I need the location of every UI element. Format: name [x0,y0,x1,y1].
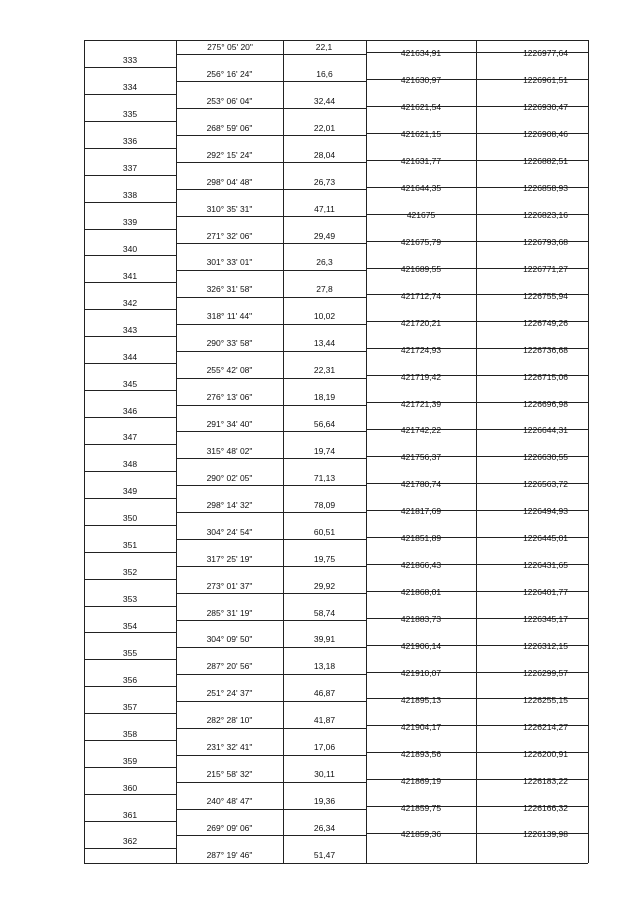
row-divider [176,431,366,432]
y-coordinate: 1226736,68 [523,345,568,355]
direction-angle: 256° 16' 24" [206,69,253,79]
row-divider [84,659,176,660]
table-bottom-border [84,863,588,864]
y-coordinate: 1226930,47 [523,102,568,112]
direction-angle: 290° 33' 58" [206,338,253,348]
row-divider [176,108,366,109]
row-divider [84,498,176,499]
y-coordinate: 1226312,15 [523,641,568,651]
row-divider [176,835,366,836]
direction-angle: 268° 59' 06" [206,123,253,133]
point-number: 336 [122,136,138,146]
row-divider [84,336,176,337]
y-coordinate: 1226200,91 [523,749,568,759]
segment-length: 18,19 [313,392,336,402]
row-divider [84,175,176,176]
row-divider [176,647,366,648]
segment-length: 46,87 [313,688,336,698]
point-number: 359 [122,756,138,766]
x-coordinate: 421675,79 [400,237,442,247]
point-number: 349 [122,486,138,496]
row-divider [84,525,176,526]
direction-angle: 310° 35' 31" [206,204,253,214]
row-divider [176,809,366,810]
row-divider [84,686,176,687]
point-number: 342 [122,298,138,308]
y-coordinate: 1226696,98 [523,399,568,409]
row-divider [176,620,366,621]
row-divider [84,309,176,310]
direction-angle: 251° 24' 37" [206,688,253,698]
y-coordinate: 1226431,65 [523,560,568,570]
row-divider [84,121,176,122]
row-divider [176,297,366,298]
direction-angle: 231° 32' 41" [206,742,253,752]
point-number: 339 [122,217,138,227]
segment-length: 41,87 [313,715,336,725]
y-coordinate: 1226771,27 [523,264,568,274]
direction-angle: 315° 48' 02" [206,446,253,456]
y-coordinate: 1226644,31 [523,425,568,435]
segment-length: 29,92 [313,581,336,591]
direction-angle: 291° 34' 40" [206,419,253,429]
direction-angle: 298° 04' 48" [206,177,253,187]
segment-length: 26,34 [313,823,336,833]
point-number: 350 [122,513,138,523]
x-coordinate: 421868,01 [400,587,442,597]
x-coordinate: 421859,75 [400,803,442,813]
point-number: 343 [122,325,138,335]
direction-angle: 255° 42' 08" [206,365,253,375]
row-divider [84,255,176,256]
direction-angle: 290° 02' 05" [206,473,253,483]
x-coordinate: 421883,73 [400,614,442,624]
segment-length: 28,04 [313,150,336,160]
y-coordinate: 1226299,57 [523,668,568,678]
row-divider [176,216,366,217]
point-number: 353 [122,594,138,604]
row-divider [84,282,176,283]
x-coordinate: 421621,54 [400,102,442,112]
y-coordinate: 1226823,16 [523,210,568,220]
row-divider [176,485,366,486]
row-divider [176,593,366,594]
row-divider [84,94,176,95]
row-divider [176,189,366,190]
direction-angle: 285° 31' 19" [206,608,253,618]
row-divider [176,162,366,163]
row-divider [176,755,366,756]
point-number: 362 [122,836,138,846]
x-coordinate: 421720,21 [400,318,442,328]
segment-length: 47,11 [314,204,335,214]
row-divider [84,740,176,741]
x-coordinate: 421631,77 [400,156,442,166]
row-divider [176,458,366,459]
row-divider [84,552,176,553]
row-divider [176,782,366,783]
x-coordinate: 421756,37 [400,452,442,462]
x-coordinate: 421644,35 [400,183,442,193]
x-coordinate: 421851,89 [400,533,442,543]
segment-length: 17,06 [313,742,336,752]
direction-angle: 240° 48' 47" [206,796,253,806]
x-coordinate: 421742,22 [400,425,442,435]
x-coordinate: 421869,19 [400,776,442,786]
direction-angle: 282° 28' 10" [206,715,253,725]
x-coordinate: 421724,93 [400,345,442,355]
point-number: 338 [122,190,138,200]
segment-length: 30,11 [314,769,335,779]
row-divider [176,324,366,325]
point-number: 334 [122,82,138,92]
direction-angle: 298° 14' 32" [206,500,253,510]
segment-length: 60,51 [313,527,336,537]
segment-length: 26,3 [316,257,333,267]
row-divider [176,539,366,540]
x-coordinate: 421893,56 [400,749,442,759]
y-coordinate: 1226445,01 [523,533,568,543]
segment-length: 29,49 [313,231,336,241]
row-divider [176,270,366,271]
segment-length: 16,6 [316,69,333,79]
segment-length: 13,44 [313,338,336,348]
row-divider [84,229,176,230]
row-divider [84,713,176,714]
point-number: 358 [122,729,138,739]
direction-angle: 304° 24' 54" [206,527,253,537]
direction-angle: 276° 13' 06" [206,392,253,402]
segment-length: 13,18 [313,661,336,671]
y-coordinate: 1226183,22 [523,776,568,786]
segment-length: 58,74 [313,608,336,618]
point-number: 361 [122,810,138,820]
y-coordinate: 1226977,64 [523,48,568,58]
x-coordinate: 421866,43 [400,560,442,570]
y-coordinate: 1226494,93 [523,506,568,516]
row-divider [176,566,366,567]
row-divider [84,606,176,607]
point-number: 356 [122,675,138,685]
row-divider [84,794,176,795]
point-number: 340 [122,244,138,254]
point-number: 347 [122,432,138,442]
row-divider [176,54,366,55]
segment-length: 26,73 [313,177,336,187]
column-divider [588,40,589,863]
row-divider [84,417,176,418]
first-angle-cell: 275° 05' 20" [207,42,253,52]
row-divider [176,674,366,675]
segment-length: 19,75 [313,554,336,564]
segment-length: 19,36 [313,796,336,806]
y-coordinate: 1226401,77 [523,587,568,597]
y-coordinate: 1226793,68 [523,237,568,247]
y-coordinate: 1226715,06 [523,372,568,382]
y-coordinate: 1226345,17 [523,614,568,624]
segment-length: 51,47 [313,850,336,860]
row-divider [84,471,176,472]
x-coordinate: 421689,55 [400,264,442,274]
row-divider [84,767,176,768]
row-divider [176,512,366,513]
point-number: 360 [122,783,138,793]
point-number: 345 [122,379,138,389]
row-divider [84,202,176,203]
x-coordinate: 421721,39 [400,399,442,409]
direction-angle: 301° 33' 01" [206,257,253,267]
point-number: 357 [122,702,138,712]
x-coordinate: 421859,36 [400,829,442,839]
point-number: 333 [122,55,138,65]
y-coordinate: 1226214,27 [523,722,568,732]
segment-length: 39,91 [313,634,336,644]
row-divider [84,148,176,149]
point-number: 341 [122,271,138,281]
direction-angle: 304° 09' 50" [206,634,253,644]
segment-length: 27,8 [316,284,333,294]
segment-length: 22,31 [313,365,336,375]
row-divider [176,405,366,406]
table-top-border [84,40,588,41]
row-divider [84,390,176,391]
direction-angle: 287° 19' 46" [206,850,253,860]
row-divider [176,378,366,379]
segment-length: 19,74 [313,446,336,456]
first-distance-cell: 22,1 [315,42,333,52]
x-coordinate: 421904,17 [400,722,442,732]
point-number: 351 [122,540,138,550]
y-coordinate: 1226858,93 [523,183,568,193]
row-divider [84,821,176,822]
segment-length: 78,09 [313,500,336,510]
direction-angle: 326° 31' 58" [206,284,253,294]
x-coordinate: 421712,74 [400,291,442,301]
x-coordinate: 421906,14 [400,641,442,651]
x-coordinate: 421817,69 [400,506,442,516]
row-divider [176,243,366,244]
y-coordinate: 1226882,51 [523,156,568,166]
row-divider [84,579,176,580]
x-coordinate: 421719,42 [400,372,442,382]
direction-angle: 269° 09' 06" [206,823,253,833]
segment-length: 32,44 [313,96,336,106]
direction-angle: 292° 15' 24" [206,150,253,160]
row-divider [176,135,366,136]
row-divider [84,67,176,68]
y-coordinate: 1226255,15 [523,695,568,705]
x-coordinate: 421675 [406,210,436,220]
row-divider [84,632,176,633]
row-divider [84,848,176,849]
x-coordinate: 421895,13 [400,695,442,705]
x-coordinate: 421630,97 [400,75,442,85]
y-coordinate: 1226139,98 [523,829,568,839]
point-number: 354 [122,621,138,631]
direction-angle: 318° 11' 44" [206,311,253,321]
direction-angle: 215° 58' 32" [206,769,253,779]
point-number: 337 [122,163,138,173]
row-divider [176,351,366,352]
segment-length: 22,01 [313,123,336,133]
row-divider [176,81,366,82]
direction-angle: 273° 01' 37" [206,581,253,591]
y-coordinate: 1226166,32 [523,803,568,813]
point-number: 344 [122,352,138,362]
point-number: 335 [122,109,138,119]
direction-angle: 317° 25' 19" [206,554,253,564]
direction-angle: 287° 20' 56" [206,661,253,671]
row-divider [176,728,366,729]
y-coordinate: 1226961,51 [523,75,568,85]
point-number: 346 [122,406,138,416]
point-number: 348 [122,459,138,469]
segment-length: 71,13 [313,473,336,483]
point-number: 355 [122,648,138,658]
direction-angle: 253° 06' 04" [206,96,253,106]
point-number: 352 [122,567,138,577]
y-coordinate: 1226630,55 [523,452,568,462]
x-coordinate: 421910,07 [400,668,442,678]
row-divider [84,444,176,445]
row-divider [176,701,366,702]
y-coordinate: 1226755,94 [523,291,568,301]
row-divider [84,363,176,364]
segment-length: 10,02 [313,311,336,321]
segment-length: 56,64 [313,419,336,429]
x-coordinate: 421780,74 [400,479,442,489]
x-coordinate: 421621,15 [400,129,442,139]
x-coordinate: 421634,91 [400,48,442,58]
direction-angle: 271° 32' 06" [206,231,253,241]
y-coordinate: 1226908,46 [523,129,568,139]
y-coordinate: 1226563,72 [523,479,568,489]
y-coordinate: 1226749,26 [523,318,568,328]
